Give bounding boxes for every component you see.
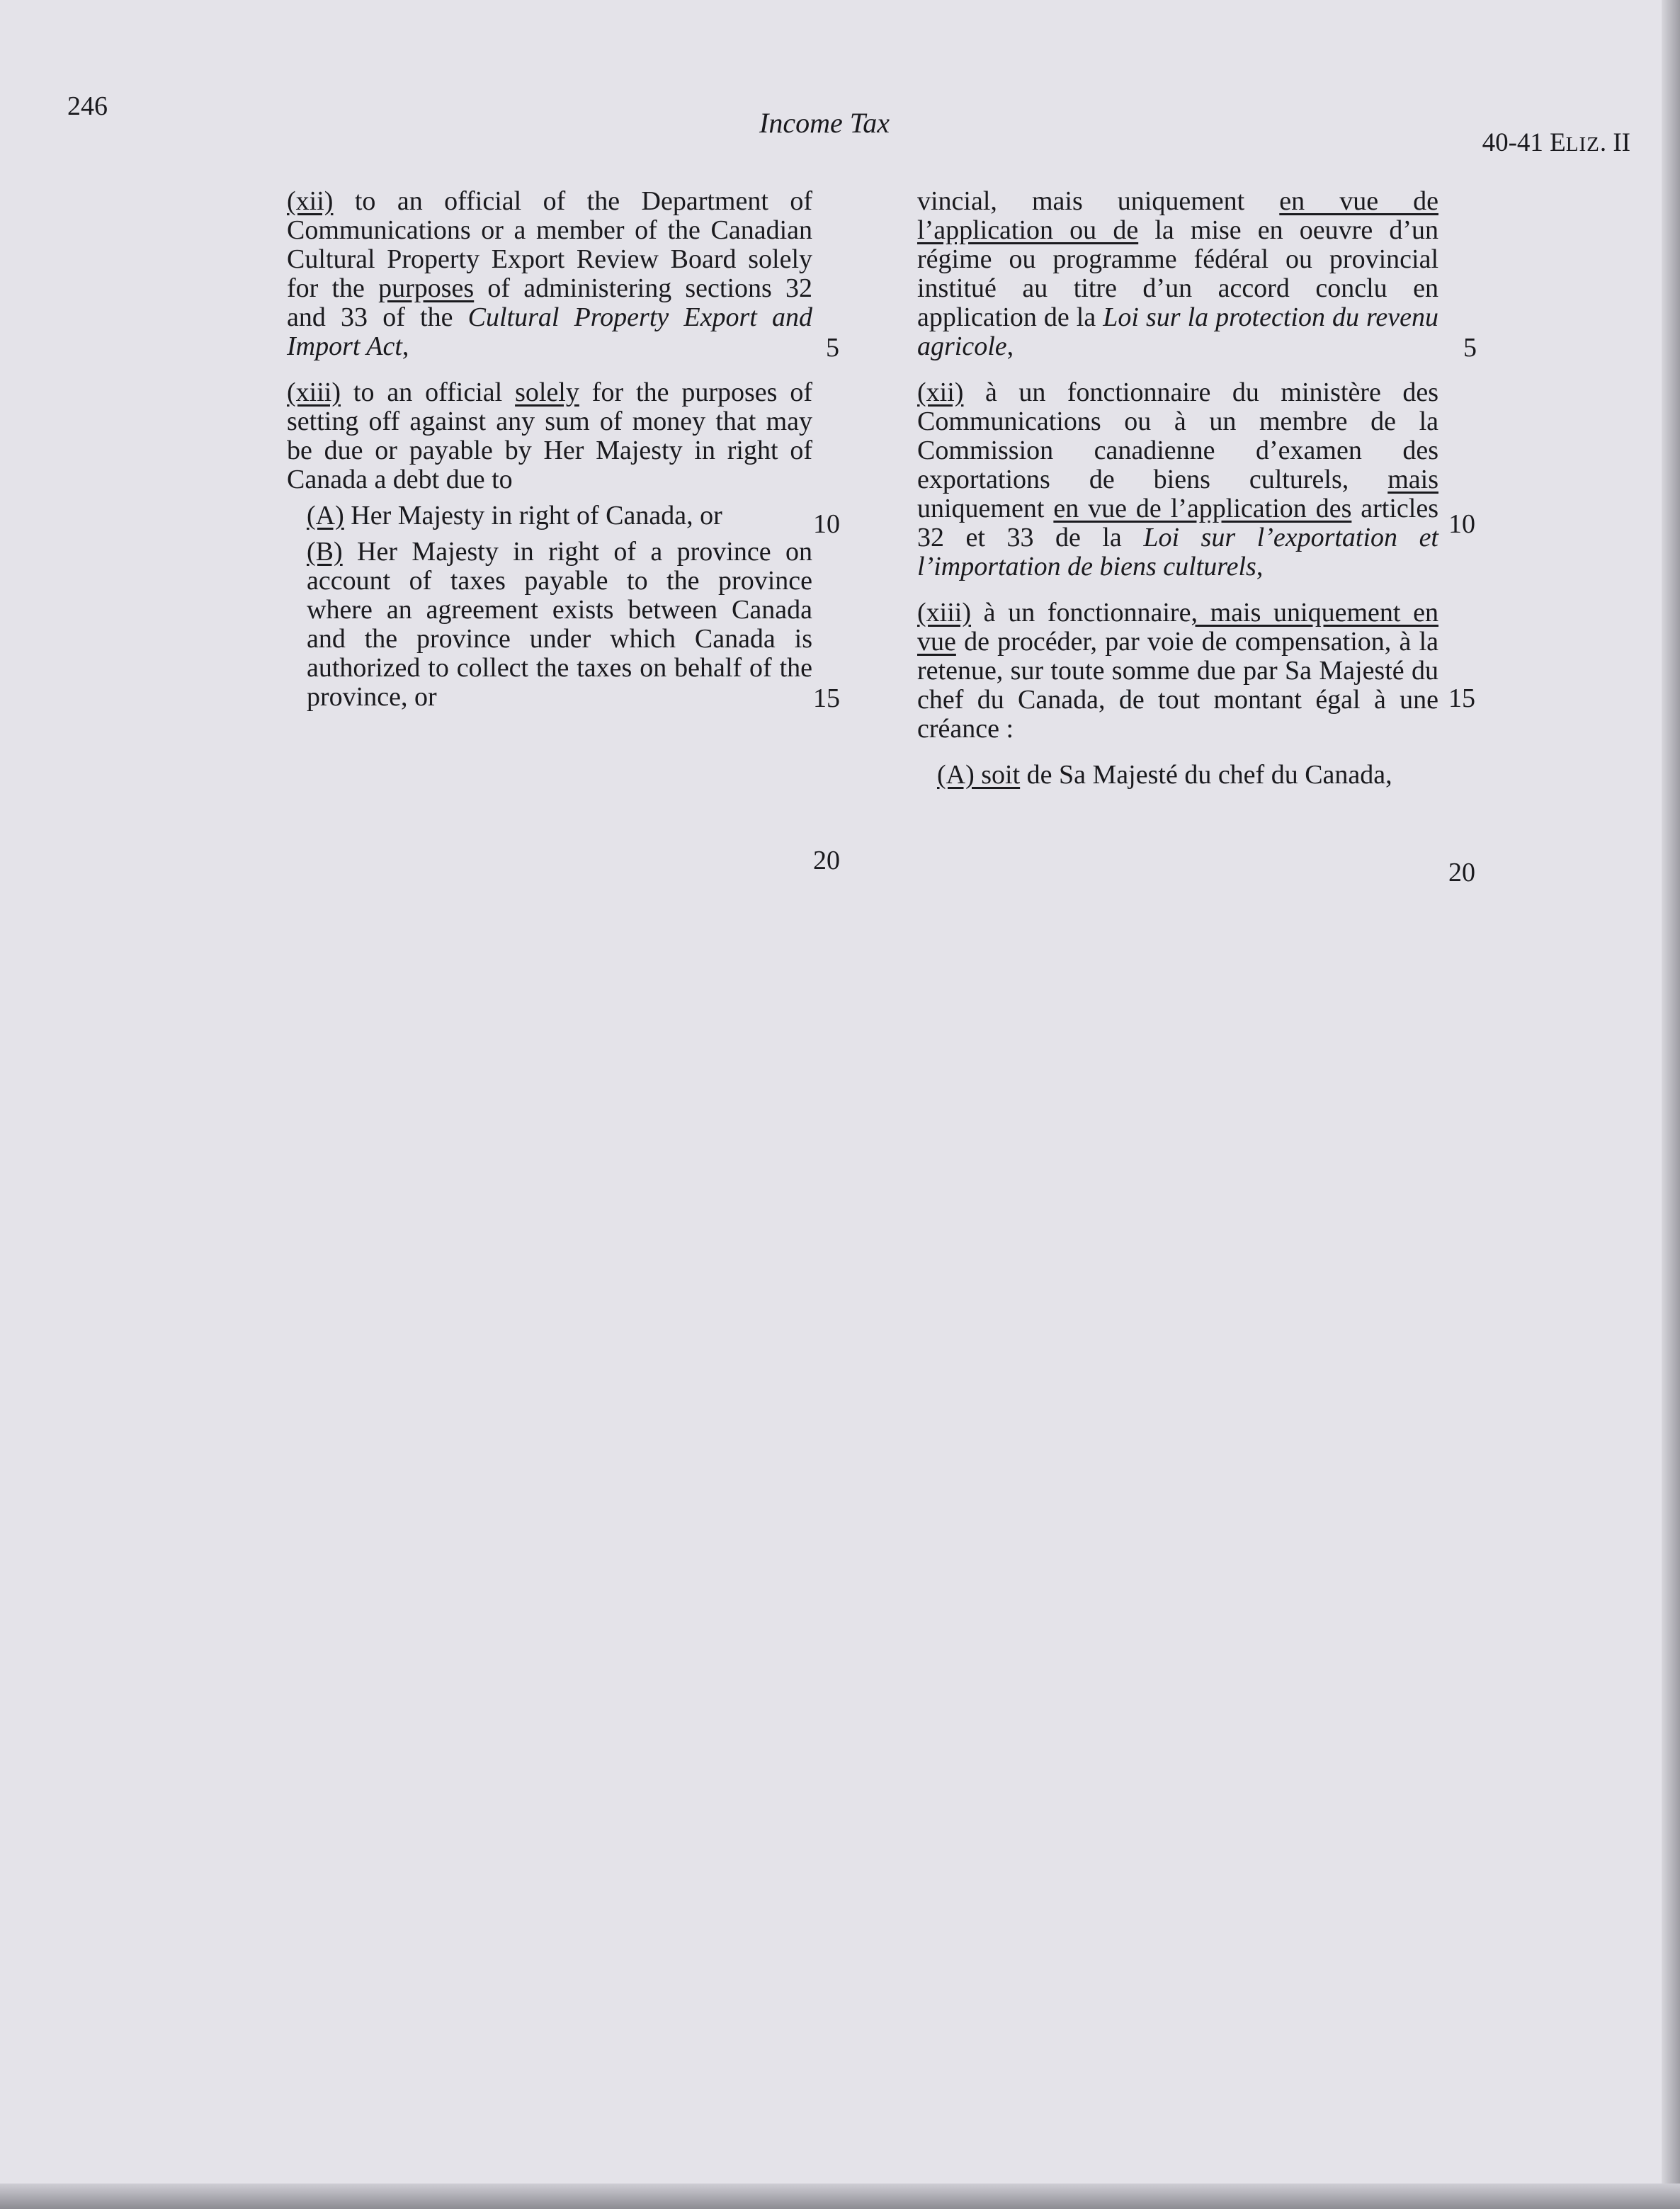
line-number: 10 xyxy=(1448,509,1475,539)
english-column xyxy=(287,187,812,712)
line-number: 5 xyxy=(1463,333,1477,363)
running-title: Income Tax xyxy=(759,107,890,139)
paragraph-xii-en: (xii) to an official of the Department of Communications or a member of the Canadian Cultural Property Export Review Board solely for the purposes of administering sections 32 and 33 of the Cultural Property Export and Import Act, xyxy=(287,186,812,361)
clause-A-en: (A) Her Majesty in right of Canada, or xyxy=(307,501,722,530)
clause-number: (B) xyxy=(307,537,343,567)
para-number: (xii) xyxy=(287,186,334,216)
act-title: Loi sur l’exportation et l’importation de biens culturels xyxy=(917,523,1438,581)
page-edge-shadow xyxy=(1662,0,1680,2209)
page-number: 246 xyxy=(67,91,108,121)
clause-number: (A) xyxy=(307,501,344,530)
clause-B-en: (B) Her Majesty in right of a province on account of taxes payable to the province where an agreement exists between Canada and the province under which Canada is authorized to collect the taxes on behalf of the province, or xyxy=(307,537,812,712)
clause-number: (A) soit xyxy=(937,760,1021,790)
act-title: Loi sur la protection du revenu agricole xyxy=(917,302,1438,361)
paragraph-xiii-fr: (xiii) à un fonctionnaire, mais uniquement en vue de procéder, par voie de compensation, à la retenue, sur toute somme due par Sa Majesté du chef du Canada, de tout montant égal à une créance : xyxy=(917,598,1439,744)
line-number: 15 xyxy=(813,683,840,713)
para-number: (xiii) xyxy=(917,598,971,628)
french-column xyxy=(917,187,1438,790)
paragraph-continuation-fr: vincial, mais uniquement en vue de l’application ou de la mise en oeuvre d’un régime ou programme fédéral ou provincial institué au titre d’un accord conclu en application de la Loi sur la protection du revenu agricole, xyxy=(917,186,1438,361)
line-number: 5 xyxy=(826,333,839,363)
line-number: 20 xyxy=(813,846,840,875)
clause-A-fr: (A) soit de Sa Majesté du chef du Canada, xyxy=(937,760,1392,790)
para-number: (xiii) xyxy=(287,377,341,407)
line-number: 15 xyxy=(1448,683,1475,713)
paragraph-xii-fr: (xii) à un fonctionnaire du ministère des Communications ou à un membre de la Commission canadienne d’examen des exportations de biens culturels, mais uniquement en vue de l’application des articles 32 et 33 de la Loi sur l’exportation et l’importation de biens culturels, xyxy=(917,377,1439,581)
volume-reference: 40-41 ELIZ. II xyxy=(1482,128,1630,157)
act-title: Cultural Property Export and Import Act xyxy=(287,302,812,361)
para-number: (xii) xyxy=(917,377,964,407)
line-number: 10 xyxy=(813,509,840,539)
line-number: 20 xyxy=(1448,858,1475,887)
page-bottom-shadow xyxy=(0,2184,1680,2209)
paragraph-xiii-en: (xiii) to an official solely for the purposes of setting off against any sum of money that may be due or payable by Her Majesty in right of Canada a debt due to xyxy=(287,377,813,494)
